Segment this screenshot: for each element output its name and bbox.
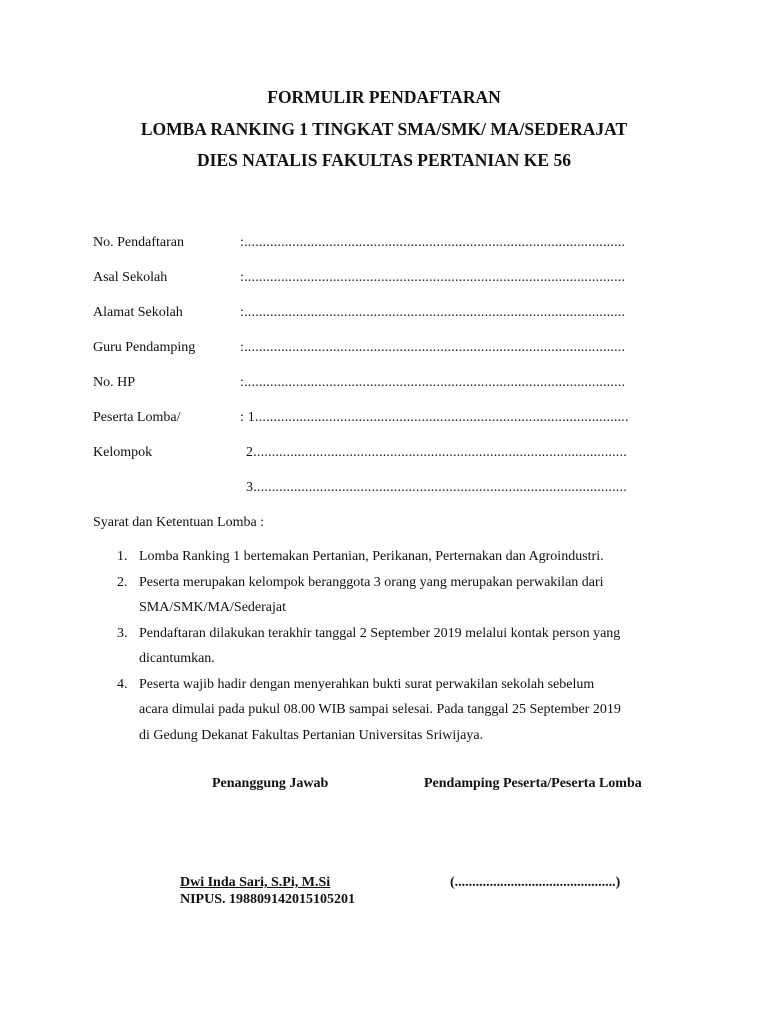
title-line-1: FORMULIR PENDAFTARAN — [267, 87, 501, 107]
field-blank[interactable]: :....................................................................................................... — [240, 270, 626, 285]
field-alamat-sekolah — [93, 303, 673, 323]
field-blank[interactable]: 3..................................................................................................... — [246, 480, 627, 495]
terms-text: Peserta merupakan kelompok beranggota 3 orang yang merupakan perwakilan dari — [139, 574, 604, 590]
terms-text: acara dimulai pada pukul 08.00 WIB sampai selesai. Pada tanggal 25 September 2019 — [139, 702, 621, 717]
field-label: Kelompok — [93, 445, 153, 460]
terms-text: Peserta wajib hadir dengan menyerahkan bukti surat perwakilan sekolah sebelum — [139, 676, 595, 692]
signatory-id: NIPUS. 198809142015105201 — [180, 892, 356, 907]
field-blank[interactable]: 2..................................................................................................... — [246, 445, 627, 460]
field-blank[interactable]: :....................................................................................................... — [240, 340, 626, 355]
terms-text: Pendaftaran dilakukan terakhir tanggal 2 September 2019 melalui kontak person yang — [139, 625, 621, 641]
field-label: No. Pendaftaran — [93, 235, 184, 250]
field-peserta-1 — [93, 408, 673, 428]
terms-heading: Syarat dan Ketentuan Lomba : — [93, 515, 265, 530]
terms-number: 2. — [117, 574, 128, 590]
field-label: No. HP — [93, 375, 136, 390]
field-blank[interactable]: : 1..................................................................................................... — [240, 410, 629, 425]
terms-item — [117, 672, 677, 749]
signatory-name: Dwi Inda Sari, S.Pi, M.Si — [180, 875, 331, 890]
terms-text: dicantumkan. — [139, 651, 215, 666]
field-no-hp — [93, 373, 673, 393]
terms-text: Lomba Ranking 1 bertemakan Pertanian, Perikanan, Perternakan dan Agroindustri. — [139, 549, 604, 564]
terms-text: SMA/SMK/MA/Sederajat — [139, 600, 286, 615]
field-guru-pendamping — [93, 338, 673, 358]
terms-text: di Gedung Dekanat Fakultas Pertanian Universitas Sriwijaya. — [139, 727, 484, 743]
signature-blank[interactable]: (..............................................) — [450, 875, 621, 890]
terms-item — [117, 544, 677, 570]
signature-heading-left: Penanggung Jawab — [212, 776, 329, 791]
field-asal-sekolah — [93, 268, 673, 288]
field-blank[interactable]: :....................................................................................................... — [240, 375, 626, 390]
terms-number: 4. — [117, 676, 128, 692]
field-blank[interactable]: :....................................................................................................... — [240, 235, 626, 250]
terms-item — [117, 621, 677, 672]
signature-heading-right: Pendamping Peserta/Peserta Lomba — [424, 776, 642, 791]
field-label: Asal Sekolah — [93, 270, 168, 285]
field-peserta-3 — [93, 478, 673, 498]
terms-number: 3. — [117, 625, 128, 641]
title-line-3: DIES NATALIS FAKULTAS PERTANIAN KE 56 — [197, 150, 571, 170]
terms-item — [117, 570, 677, 621]
title-line-2: LOMBA RANKING 1 TINGKAT SMA/SMK/ MA/SEDERAJAT — [140, 119, 628, 139]
field-label: Guru Pendamping — [93, 340, 196, 355]
field-no-pendaftaran — [93, 233, 673, 253]
field-label: Peserta Lomba/ — [93, 410, 181, 425]
field-peserta-2 — [93, 443, 673, 463]
terms-list — [117, 544, 677, 748]
field-blank[interactable]: :....................................................................................................... — [240, 305, 626, 320]
field-label: Alamat Sekolah — [93, 305, 183, 320]
terms-number: 1. — [117, 549, 128, 564]
